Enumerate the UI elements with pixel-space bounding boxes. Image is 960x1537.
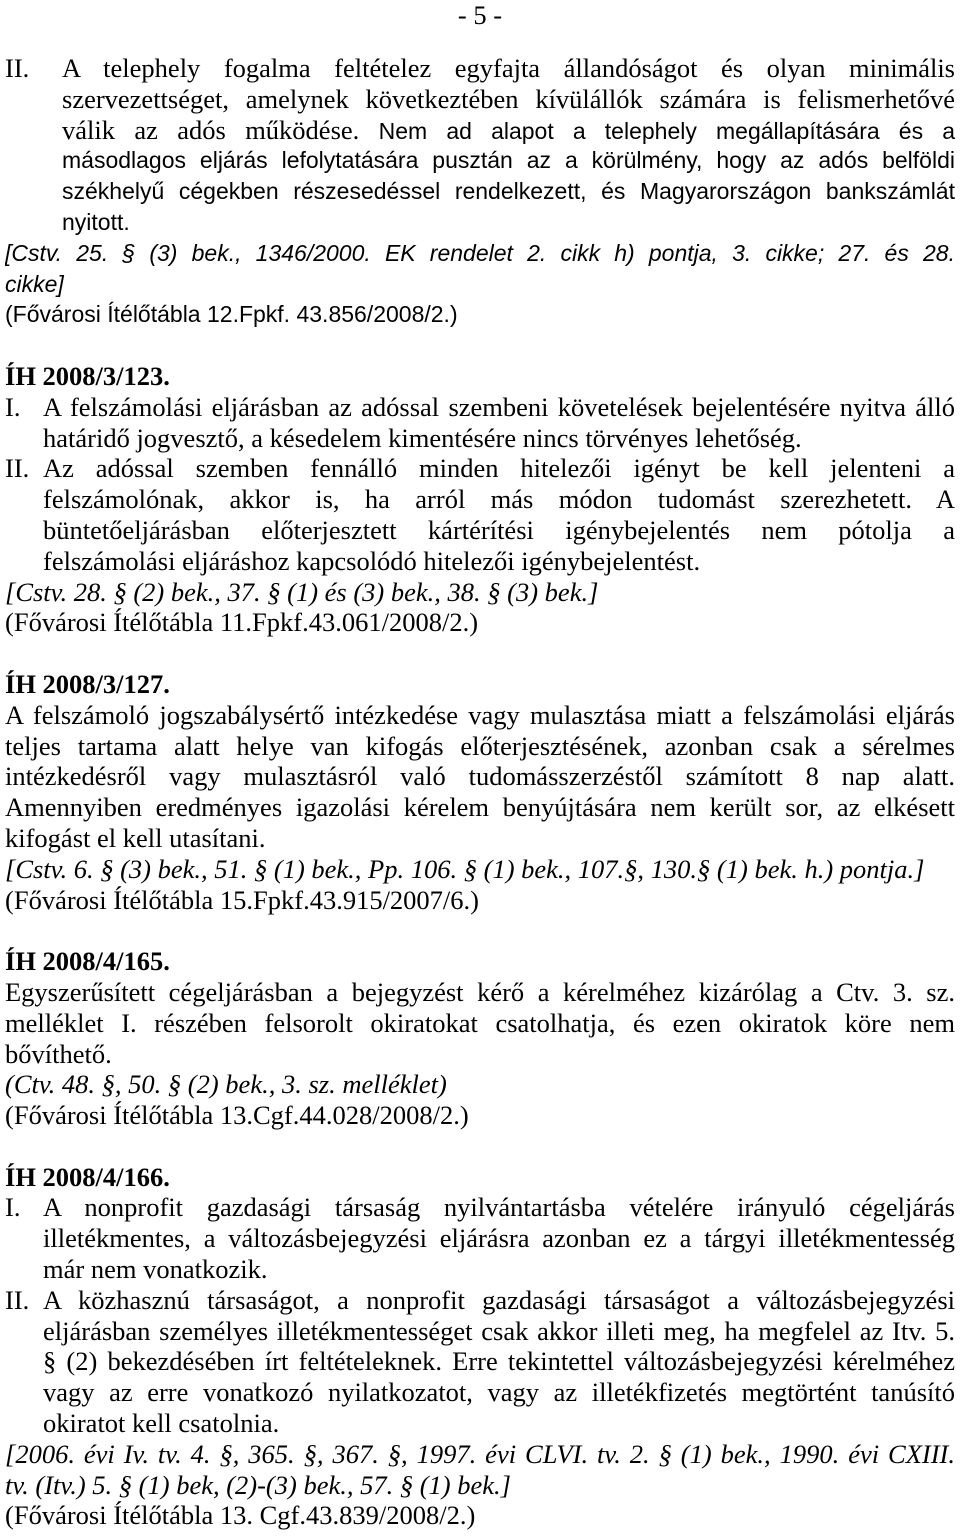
text-line: A felszámolási eljárásban az adóssal szembeni követelések bejelentésére nyitva álló [43,391,955,422]
page-number: - 5 - [457,0,503,30]
ruling-point [5,392,955,454]
point-label: I. [5,1192,21,1223]
legal-citation: [2006. évi Iv. tv. 4. §, 365. §, 367. §, 1997. évi CLVI. tv. 2. § (1) bek., 1990. évi CXIII. [5,1438,955,1469]
point-label: II. [5,453,30,484]
ruling-point [5,453,955,576]
text-line: teljes tartama alatt helye van kifogás előterjesztésének, azonban csak a sérelmes [5,730,955,761]
text-line: határidő jogvesztő, a késedelem kimentésére nincs törvényes lehetőség. [43,422,802,453]
text-line: másodlagos eljárás lefolytatására pusztán az a körülmény, hogy az adós belföldi [62,147,955,174]
text-line: Az adóssal szemben fennálló minden hitelezői igényt be kell jelenteni a [43,453,955,484]
spacer [5,1131,955,1162]
court-reference: (Fővárosi Ítélőtábla 11.Fpkf.43.061/2008/2.) [5,607,479,638]
text-line: A nonprofit gazdasági társaság nyilvántartásba vételére irányuló cégeljárás [43,1192,955,1223]
text-line: büntetőeljárásban előterjesztett kártérítési igénybejelentés nem pótolja a [43,514,955,545]
text-line: vagy az erre vonatkozó nyilatkozatot, vagy az illetékfizetés megtörtént tanúsító [43,1377,955,1408]
court-reference: (Fővárosi Ítélőtábla 13. Cgf.43.839/2008/2.) [5,1500,476,1531]
ruling-text [5,700,955,854]
ruling-section [5,1162,955,1532]
ruling-heading: ÍH 2008/3/127. [5,668,170,699]
ruling-point [5,1192,955,1284]
legal-citation: [Cstv. 28. § (2) bek., 37. § (1) és (3) bek., 38. § (3) bek.] [5,576,599,607]
text-line: Egyszerűsített cégeljárásban a bejegyzést kérő a kérelméhez kizárólag a Ctv. 3. sz. [5,976,955,1007]
legal-citation: [Cstv. 25. § (3) bek., 1346/2000. EK rendelet 2. cikk h) pontja, 3. cikke; 27. és 28. [5,239,955,266]
text-line: eljárásban személyes illetékmentességet csak akkor illeti meg, ha megfelel az Itv. 5. [43,1315,955,1346]
intro-section [5,53,955,330]
point-label: II. [5,53,30,83]
ruling-point [5,1285,955,1439]
text-line: felszámolási eljáráshoz kapcsolódó hitelezői igénybejelentést. [43,545,701,576]
text-line: A felszámoló jogszabálysértő intézkedése vagy mulasztása miatt a felszámolási eljárás [5,699,955,730]
spacer [5,330,955,361]
text-line: okiratot kell csatolnia. [43,1408,280,1439]
spacer [5,915,955,946]
text-line: intézkedésről vagy mulasztásról való tudomásszerzéstől számított 8 nap alatt. [5,761,955,792]
spacer [5,638,955,669]
text-line: felszámolónak, akkor is, ha arról más módon tudomást szerezhetett. A [43,484,955,515]
text-line: A közhasznú társaságot, a nonprofit gazdasági társaságot a változásbejegyzési [43,1284,955,1315]
text-line: illetékmentes, a változásbejegyzési eljárásra azonban ez a tárgyi illetékmentesség [43,1223,955,1254]
legal-citation: [Cstv. 6. § (3) bek., 51. § (1) bek., Pp. 106. § (1) bek., 107.§, 130.§ (1) bek. h.) pontja.] [5,853,925,884]
text-line: Amennyiben eredményes igazolási kérelem benyújtására nem került sor, az elkésett [5,792,955,823]
text-line-mixed [62,115,955,146]
text-line: § (2) bekezdésében írt feltételeknek. Erre tekintettel változásbejegyzési kérelméhez [43,1346,955,1377]
text-fragment: Nem ad alapot a telephely megállapítására és a [378,117,955,144]
point-label: II. [5,1284,30,1315]
text-line: kifogást el kell utasítani. [5,822,266,853]
point-label: I. [5,391,21,422]
text-fragment: válik az adós működése. [62,114,360,145]
text-line: A telephely fogalma feltételez egyfajta állandóságot és olyan minimális [62,53,955,83]
ruling-section [5,361,955,638]
text-line: nyitott. [62,208,130,235]
text-line: már nem vonatkozik. [43,1254,268,1285]
text-line: szervezettséget, amelynek következtében kívülállók számára is felismerhetővé [62,83,955,114]
ruling-text [5,977,955,1069]
text-line: székhelyű cégekben részesedéssel rendelkezett, és Magyarországon bankszámlát [62,178,955,205]
court-reference: (Fővárosi Ítélőtábla 12.Fpkf. 43.856/2008/2.) [5,301,458,328]
ruling-section [5,946,955,1131]
ruling-heading: ÍH 2008/4/166. [5,1161,170,1192]
legal-citation: cikke] [5,270,64,297]
page-content [5,53,955,1531]
court-reference: (Fővárosi Ítélőtábla 13.Cgf.44.028/2008/2.) [5,1100,469,1131]
text-line: bővíthető. [5,1038,112,1069]
ruling-heading: ÍH 2008/4/165. [5,946,170,977]
legal-citation: tv. (Itv.) 5. § (1) bek, (2)-(3) bek., 57. § (1) bek.] [5,1469,511,1500]
legal-citation: (Ctv. 48. §, 50. § (2) bek., 3. sz. melléklet) [5,1069,447,1100]
court-reference: (Fővárosi Ítélőtábla 15.Fpkf.43.915/2007/6.) [5,884,479,915]
ruling-heading: ÍH 2008/3/123. [5,360,170,391]
intro-point [5,53,955,238]
ruling-section [5,669,955,915]
text-line: melléklet I. részében felsorolt okiratokat csatolhatja, és ezen okiratok köre nem [5,1007,955,1038]
